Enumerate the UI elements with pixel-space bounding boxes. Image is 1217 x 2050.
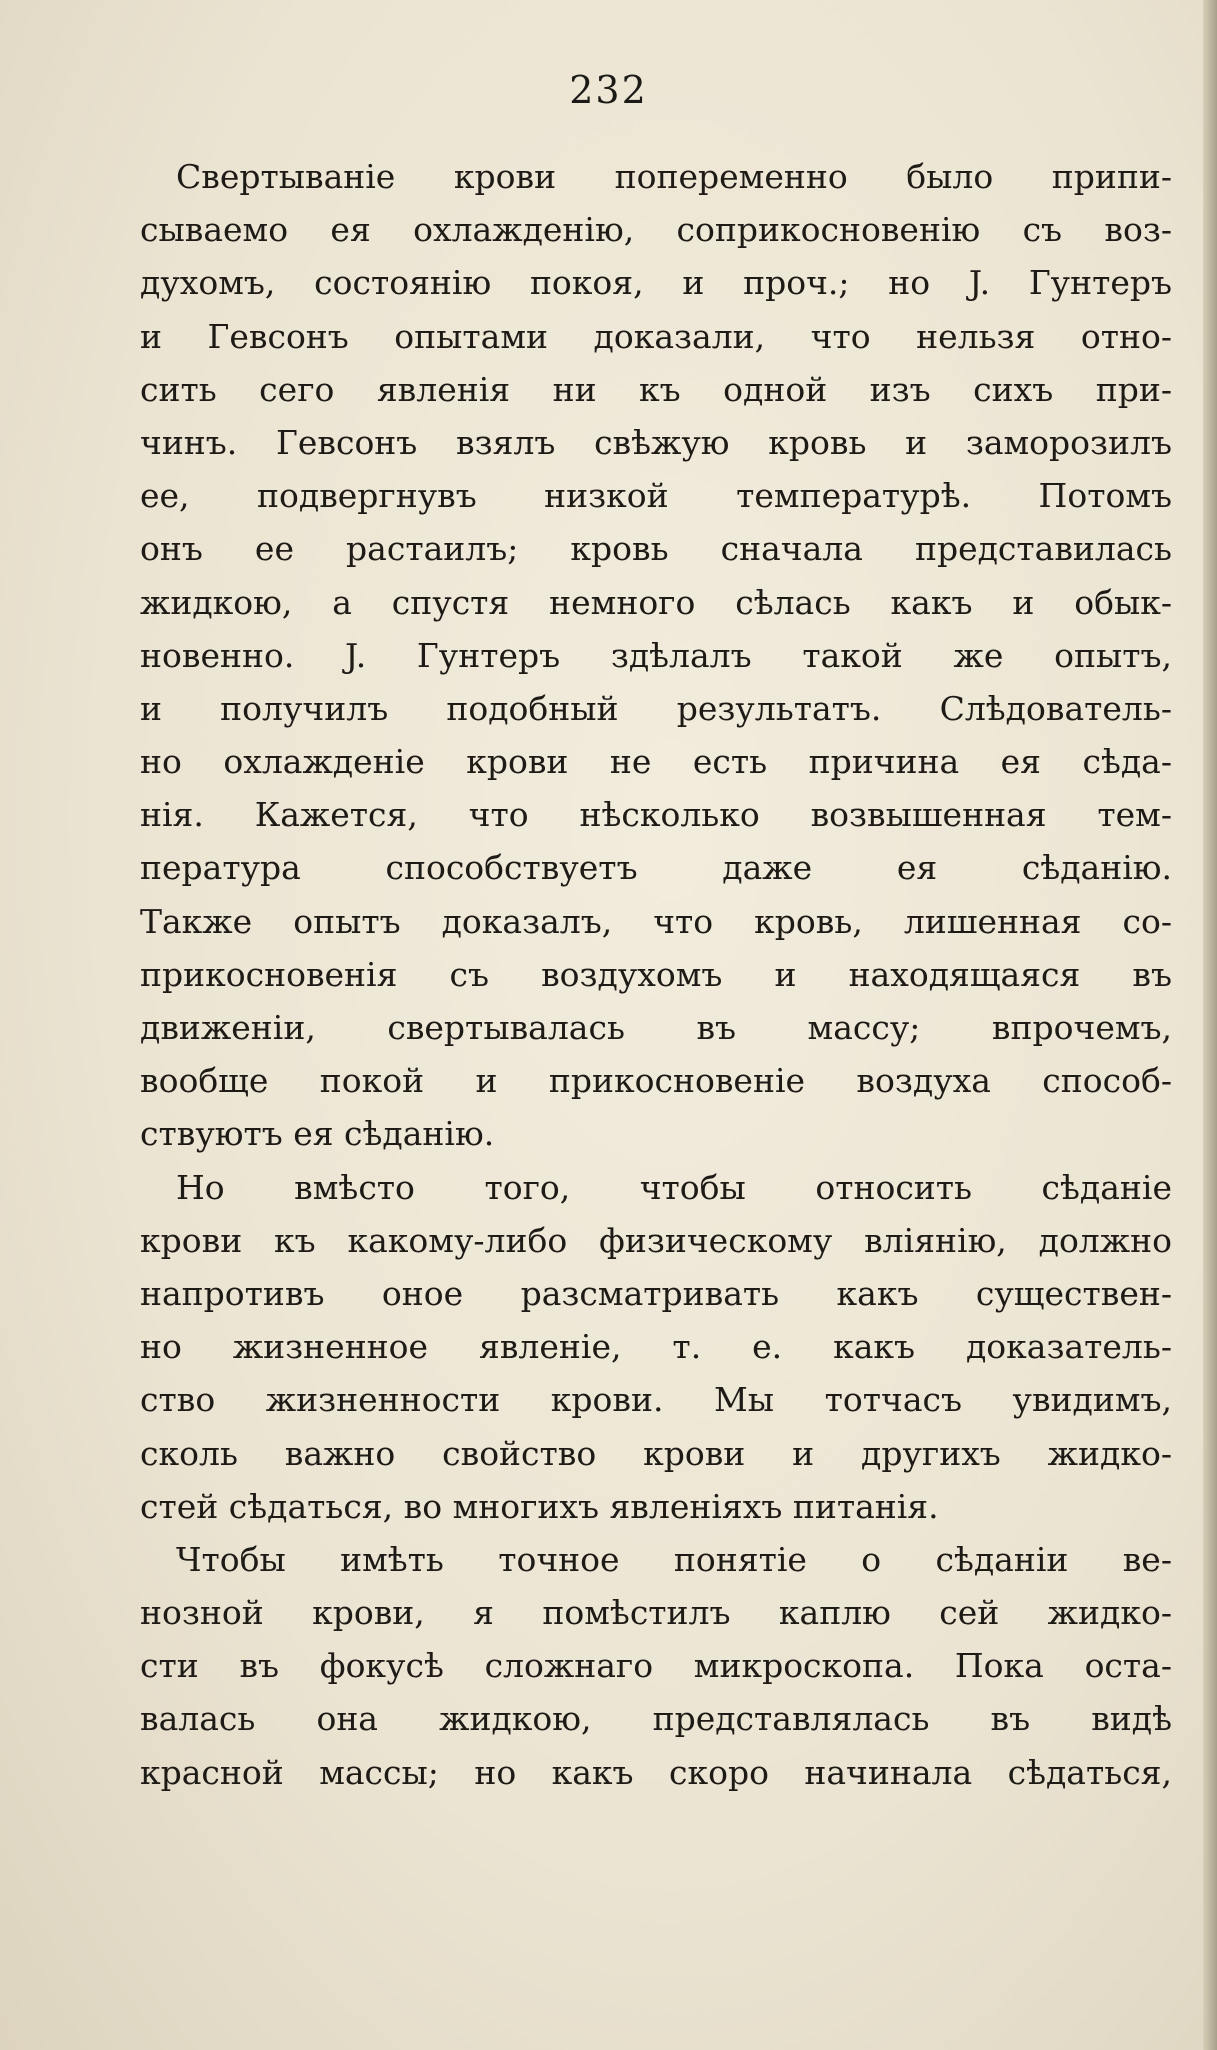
text-line: красной массы; но какъ скоро начинала сѣдаться, (140, 1752, 1172, 1792)
text-line: онъ ее растаилъ; кровь сначала представилась (140, 529, 1172, 569)
text-line: Чтобы имѣть точное понятiе о сѣданiи ве- (176, 1539, 1172, 1579)
text-line: и получилъ подобный результатъ. Слѣдователь- (140, 688, 1172, 728)
page-spine-shadow (1203, 0, 1217, 2050)
text-line: прикосновенiя съ воздухомъ и находящаяся въ (140, 954, 1172, 994)
text-line: новенно. J. Гунтеръ здѣлалъ такой же опытъ, (140, 635, 1172, 675)
text-line: пература способствуетъ даже ея сѣданiю. (140, 848, 1172, 888)
body-text (140, 150, 1172, 1799)
text-line: ствуютъ ея сѣданiю. (140, 1114, 495, 1154)
text-line: валась она жидкою, представлялась въ видѣ (140, 1699, 1172, 1739)
text-line: ее, подвергнувъ низкой температурѣ. Потомъ (140, 476, 1172, 516)
text-line: Но вмѣсто того, чтобы относить сѣданiе (176, 1167, 1172, 1207)
text-line: но охлажденiе крови не есть причина ея сѣда- (140, 742, 1172, 782)
text-line: ство жизненности крови. Мы тотчасъ увидимъ, (140, 1380, 1172, 1420)
text-line: но жизненное явленiе, т. е. какъ доказатель- (140, 1327, 1172, 1367)
text-line: вообще покой и прикосновенiе воздуха способ- (140, 1061, 1172, 1101)
text-line: стей сѣдаться, во многихъ явленiяхъ питанiя. (140, 1486, 939, 1526)
page-number: 232 (569, 68, 648, 112)
text-line: сколь важно свойство крови и другихъ жидко- (140, 1433, 1172, 1473)
text-line: жидкою, а спустя немного сѣлась какъ и обык- (140, 582, 1172, 622)
text-line: сить сего явленiя ни къ одной изъ сихъ при- (140, 369, 1172, 409)
text-line: напротивъ оное разсматривать какъ существен- (140, 1273, 1172, 1313)
text-line: Свертыванiе крови попеременно было припи- (176, 157, 1172, 196)
text-line: и Гевсонъ опытами доказали, что нельзя отно- (140, 316, 1172, 356)
text-line: крови къ какому-либо физическому влiянiю, должно (140, 1220, 1172, 1260)
text-line: сти въ фокусѣ сложнаго микроскопа. Пока оста- (140, 1646, 1172, 1686)
text-line: чинъ. Гевсонъ взялъ свѣжую кровь и заморозилъ (140, 422, 1172, 462)
text-line: духомъ, состоянiю покоя, и проч.; но J. Гунтеръ (140, 263, 1172, 303)
text-line: нозной крови, я помѣстилъ каплю сей жидко- (140, 1593, 1172, 1633)
text-line: сываемо ея охлажденiю, соприкосновенiю съ воз- (140, 210, 1172, 250)
text-line: движенiи, свертывалась въ массу; впрочемъ, (140, 1008, 1172, 1047)
text-line: Также опытъ доказалъ, что кровь, лишенная со- (140, 901, 1172, 941)
text-line: нiя. Кажется, что нѣсколько возвышенная тем- (140, 795, 1172, 835)
